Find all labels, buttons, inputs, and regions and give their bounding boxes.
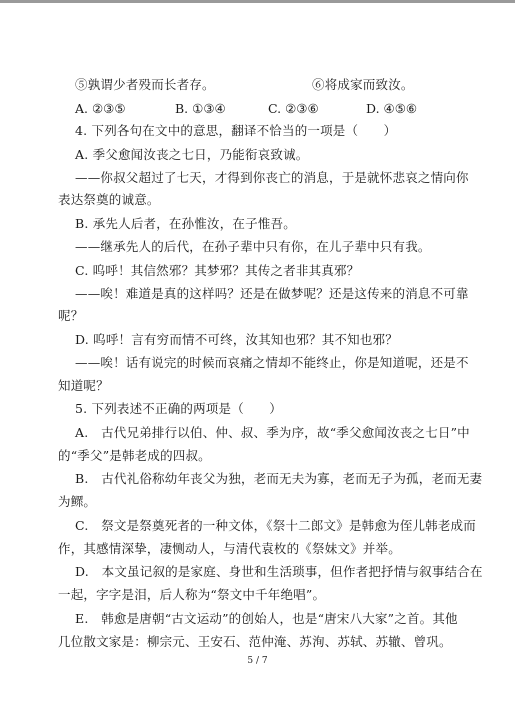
header-rule xyxy=(0,0,515,3)
q4-option-c-translation-cont: 呢？ xyxy=(58,308,84,323)
q5-option-c: C. 祭文是祭奠死者的一种文体，《祭十二郎文》是韩愈为侄儿韩老成而 xyxy=(75,518,476,533)
q5-option-a: A. 古代兄弟排行以伯、仲、叔、季为序，故“季父愈闻汝丧之七日”中 xyxy=(75,425,470,440)
page-number: 5 / 7 xyxy=(247,656,268,666)
q3-option-c: C. ②③⑥ xyxy=(268,101,319,116)
item-6: ⑥将成家而致汝。 xyxy=(312,77,414,92)
q5-option-b-cont: 为鳏。 xyxy=(58,494,97,509)
q3-option-a: A. ②③⑤ xyxy=(75,101,126,116)
q4-option-a: A. 季父愈闻汝丧之七日，乃能衔哀致诚。 xyxy=(75,147,309,162)
q4-option-b: B. 承先人后者，在孙惟汝，在子惟吾。 xyxy=(75,216,296,231)
q3-option-b: B. ①③④ xyxy=(175,101,226,116)
q5-option-a-cont: 的“季父”是韩老成的四叔。 xyxy=(58,448,211,463)
q5-option-b: B. 古代礼俗称幼年丧父为独，老而无夫为寡，老而无子为孤，老而无妻 xyxy=(75,471,483,486)
q5-option-c-cont: 作，其感情深挚，凄恻动人，与清代袁枚的《祭妹文》并举。 xyxy=(58,541,401,556)
q4-option-a-translation-cont: 表达祭奠的诚意。 xyxy=(58,192,160,207)
q5-option-e-cont: 几位散文家是：柳宗元、王安石、范仲淹、苏洵、苏轼、苏辙、曾巩。 xyxy=(58,634,452,649)
q4-option-c-translation: ——唉！难道是真的这样吗？还是在做梦呢？还是这传来的消息不可靠 xyxy=(75,286,469,301)
question-5-stem: 5. 下列表述不正确的两项是（ ） xyxy=(75,401,283,416)
q3-option-d: D. ④⑤⑥ xyxy=(366,101,418,116)
q5-option-d-cont: 一起，字字是泪，后人称为“祭文中千年绝唱”。 xyxy=(58,587,326,602)
q4-option-c: C. 呜呼！其信然邪？其梦邪？其传之者非其真邪？ xyxy=(75,263,360,278)
q4-option-d-translation-cont: 知道呢？ xyxy=(58,378,109,393)
q4-option-d: D. 呜呼！言有穷而情不可终，汝其知也邪？其不知也邪？ xyxy=(75,332,398,347)
q4-option-a-translation: ——你叔父超过了七天，才得到你丧亡的消息，于是就怀悲哀之情向你 xyxy=(75,170,469,185)
item-5: ⑤孰谓少者殁而长者存。 xyxy=(75,77,215,92)
q5-option-d: D. 本文虽记叙的是家庭、身世和生活琐事，但作者把抒情与叙事结合在 xyxy=(75,564,483,579)
q4-option-d-translation: ——唉！话有说完的时候而哀痛之情却不能终止，你是知道呢，还是不 xyxy=(75,355,469,370)
q4-option-b-translation: ——继承先人的后代，在孙子辈中只有你，在儿子辈中只有我。 xyxy=(75,239,431,254)
q5-option-e: E. 韩愈是唐朝“古文运动”的创始人，也是“唐宋八大家”之首。其他 xyxy=(75,611,458,626)
question-4-stem: 4. 下列各句在文中的意思，翻译不恰当的一项是（ ） xyxy=(75,123,397,138)
